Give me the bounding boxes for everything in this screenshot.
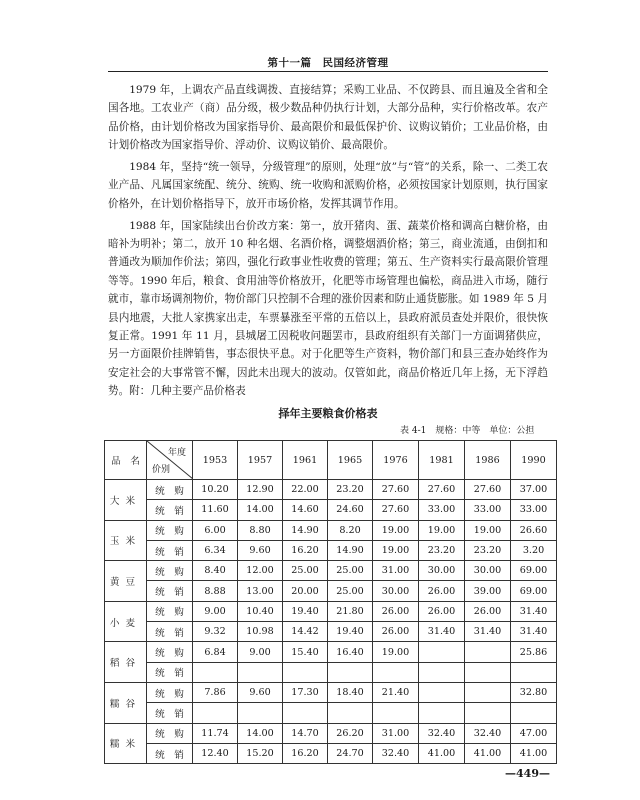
price-cell: 27.60 bbox=[419, 480, 465, 500]
price-cell: 25.86 bbox=[511, 642, 557, 662]
price-cell: 69.00 bbox=[511, 561, 557, 581]
price-cell bbox=[328, 662, 373, 682]
price-cell: 14.90 bbox=[328, 540, 373, 560]
product-name: 糯米 bbox=[105, 723, 147, 764]
price-cell: 8.80 bbox=[238, 520, 283, 540]
table-row bbox=[105, 581, 557, 601]
price-cell: 39.00 bbox=[465, 581, 511, 601]
table-row bbox=[105, 703, 557, 723]
price-type: 统 销 bbox=[147, 662, 193, 682]
price-cell: 31.00 bbox=[373, 723, 419, 743]
price-cell: 19.00 bbox=[419, 520, 465, 540]
price-cell: 14.90 bbox=[283, 520, 328, 540]
table-row bbox=[105, 662, 557, 682]
running-header: 第十一篇 民国经济管理 bbox=[267, 57, 389, 69]
price-cell: 21.80 bbox=[328, 601, 373, 621]
price-cell: 14.00 bbox=[238, 723, 283, 743]
price-cell: 31.40 bbox=[511, 601, 557, 621]
table-row bbox=[105, 500, 557, 520]
price-cell: 11.74 bbox=[193, 723, 238, 743]
price-cell: 9.00 bbox=[193, 601, 238, 621]
price-cell: 26.00 bbox=[465, 601, 511, 621]
price-cell: 27.60 bbox=[465, 480, 511, 500]
price-cell: 37.00 bbox=[511, 480, 557, 500]
price-cell bbox=[511, 703, 557, 723]
price-cell: 14.42 bbox=[283, 622, 328, 642]
page-number: —449— bbox=[505, 767, 550, 780]
price-cell: 26.00 bbox=[419, 581, 465, 601]
price-cell: 30.00 bbox=[373, 581, 419, 601]
price-type: 统 购 bbox=[147, 520, 193, 540]
paragraph-1984: 1984 年，坚持“统一领导，分级管理”的原则，处理“放”与“管”的关系，除一、二类工农业产品、凡属国家统配、统分、统购、统一收购和派购价格，必须按国家计划原则，执行国家价格外，在计划价格指导下，放开市场价格，发挥其调节作用。 bbox=[108, 161, 548, 210]
price-cell: 19.00 bbox=[373, 642, 419, 662]
price-cell: 32.40 bbox=[465, 723, 511, 743]
price-cell: 14.70 bbox=[283, 723, 328, 743]
price-cell bbox=[193, 703, 238, 723]
product-name: 小麦 bbox=[105, 601, 147, 642]
price-cell: 47.00 bbox=[511, 723, 557, 743]
price-cell: 19.00 bbox=[373, 540, 419, 560]
price-cell: 14.60 bbox=[283, 500, 328, 520]
price-cell: 30.00 bbox=[419, 561, 465, 581]
product-name: 大米 bbox=[105, 480, 147, 521]
price-cell: 31.40 bbox=[511, 622, 557, 642]
price-cell: 21.40 bbox=[373, 682, 419, 702]
price-cell: 17.30 bbox=[283, 682, 328, 702]
price-type: 统 销 bbox=[147, 540, 193, 560]
table-row bbox=[105, 520, 557, 540]
price-cell bbox=[465, 703, 511, 723]
price-cell bbox=[283, 662, 328, 682]
body-text bbox=[108, 81, 548, 404]
price-cell: 9.60 bbox=[238, 682, 283, 702]
table-row bbox=[105, 723, 557, 743]
table-row bbox=[105, 540, 557, 560]
price-type: 统 购 bbox=[147, 642, 193, 662]
price-cell bbox=[465, 642, 511, 662]
price-type: 统 购 bbox=[147, 601, 193, 621]
table-row bbox=[105, 682, 557, 702]
price-cell: 30.00 bbox=[465, 561, 511, 581]
price-cell: 20.00 bbox=[283, 581, 328, 601]
price-cell: 19.00 bbox=[373, 520, 419, 540]
price-cell bbox=[465, 682, 511, 702]
price-cell bbox=[373, 662, 419, 682]
header-rule bbox=[108, 71, 548, 72]
price-cell: 11.60 bbox=[193, 500, 238, 520]
price-cell: 6.84 bbox=[193, 642, 238, 662]
price-cell: 8.20 bbox=[328, 520, 373, 540]
price-cell: 8.40 bbox=[193, 561, 238, 581]
price-type: 统 购 bbox=[147, 480, 193, 500]
price-type: 统 销 bbox=[147, 581, 193, 601]
price-cell: 31.00 bbox=[373, 561, 419, 581]
price-cell: 10.98 bbox=[238, 622, 283, 642]
price-cell: 23.20 bbox=[328, 480, 373, 500]
price-cell: 8.88 bbox=[193, 581, 238, 601]
price-cell: 33.00 bbox=[511, 500, 557, 520]
year-header: 1990 bbox=[511, 441, 557, 480]
price-cell: 23.20 bbox=[419, 540, 465, 560]
price-cell: 12.40 bbox=[193, 743, 238, 763]
table-row bbox=[105, 561, 557, 581]
corner-year-label: 年度 bbox=[167, 448, 186, 458]
price-cell: 26.00 bbox=[419, 601, 465, 621]
year-header: 1965 bbox=[328, 441, 373, 480]
price-type: 统 销 bbox=[147, 622, 193, 642]
price-cell: 19.00 bbox=[465, 520, 511, 540]
price-cell: 16.20 bbox=[283, 540, 328, 560]
price-cell: 24.60 bbox=[328, 500, 373, 520]
price-cell: 33.00 bbox=[419, 500, 465, 520]
price-cell: 41.00 bbox=[465, 743, 511, 763]
price-cell bbox=[511, 662, 557, 682]
price-cell: 25.00 bbox=[283, 561, 328, 581]
year-header: 1976 bbox=[373, 441, 419, 480]
price-cell: 6.00 bbox=[193, 520, 238, 540]
price-cell: 18.40 bbox=[328, 682, 373, 702]
price-cell: 15.20 bbox=[238, 743, 283, 763]
paragraph-1988: 1988 年，国家陆续出台价改方案：第一，放开猪肉、蛋、蔬菜价格和调高白糖价格，由暗补为明补；第二，放开 10 种名烟、名酒价格，调整烟酒价格；第三，商业流通，由倒扣和普通改为顺加作价法；第四，强化行政事业性收费的管理；第五、生产资料实行最高限价管理等等。1990 年后，粮食、食用油等价格放开，化肥等市场管理也偏松，商品进入市场，随行就市，靠市场调剂物价，物价部门只控制不合理的涨价因素和防止通货膨胀。如 1989 年 5 月县内地震，大批人家携家出走，车票暴涨至平常的五倍以上，县政府派员查处并限价，很快恢复正常。1991 年 11 月，县城屠工因税收问题罢市，县政府组织有关部门一方面调猪供应，另一方面限价挂牌销售，事态很快平息。对于化肥等生产资料，物价部门和县三查办始终作为安定社会的大事常管不懈，因此未出现大的波动。仅管如此，商品价格近几年上扬，无下浮趋势。附：几种主要产品价格表 bbox=[108, 219, 548, 398]
price-cell: 41.00 bbox=[511, 743, 557, 763]
price-cell: 32.40 bbox=[419, 723, 465, 743]
price-cell bbox=[193, 662, 238, 682]
price-type: 统 购 bbox=[147, 723, 193, 743]
year-header: 1953 bbox=[193, 441, 238, 480]
price-type: 统 销 bbox=[147, 703, 193, 723]
price-cell: 26.00 bbox=[373, 601, 419, 621]
price-cell: 26.60 bbox=[511, 520, 557, 540]
grain-price-table bbox=[104, 440, 557, 764]
diagonal-header-cell bbox=[147, 441, 193, 480]
price-cell: 3.20 bbox=[511, 540, 557, 560]
price-cell bbox=[419, 682, 465, 702]
table-row bbox=[105, 622, 557, 642]
product-name: 玉米 bbox=[105, 520, 147, 561]
year-header: 1961 bbox=[283, 441, 328, 480]
table-row bbox=[105, 743, 557, 763]
year-header: 1981 bbox=[419, 441, 465, 480]
product-name: 黄豆 bbox=[105, 561, 147, 602]
price-cell: 9.60 bbox=[238, 540, 283, 560]
product-name: 稻谷 bbox=[105, 642, 147, 683]
product-name: 糯谷 bbox=[105, 682, 147, 723]
price-cell: 32.80 bbox=[511, 682, 557, 702]
price-cell: 10.40 bbox=[238, 601, 283, 621]
price-cell bbox=[238, 662, 283, 682]
price-cell: 32.40 bbox=[373, 743, 419, 763]
year-header: 1957 bbox=[238, 441, 283, 480]
price-cell: 33.00 bbox=[465, 500, 511, 520]
price-cell: 24.70 bbox=[328, 743, 373, 763]
price-type: 统 购 bbox=[147, 561, 193, 581]
table-row bbox=[105, 480, 557, 500]
year-header: 1986 bbox=[465, 441, 511, 480]
price-cell: 31.40 bbox=[419, 622, 465, 642]
price-cell: 19.40 bbox=[328, 622, 373, 642]
corner-price-label: 价别 bbox=[152, 465, 171, 475]
price-cell bbox=[373, 703, 419, 723]
price-cell: 23.20 bbox=[465, 540, 511, 560]
price-type: 统 购 bbox=[147, 682, 193, 702]
price-cell: 22.00 bbox=[283, 480, 328, 500]
price-cell bbox=[238, 703, 283, 723]
price-cell: 16.40 bbox=[328, 642, 373, 662]
price-cell: 27.60 bbox=[373, 500, 419, 520]
price-cell: 10.20 bbox=[193, 480, 238, 500]
price-cell: 9.32 bbox=[193, 622, 238, 642]
table-note: 表 4-1 规格：中等 单位：公担 bbox=[400, 426, 535, 436]
price-cell: 13.00 bbox=[238, 581, 283, 601]
price-cell bbox=[419, 703, 465, 723]
price-cell: 41.00 bbox=[419, 743, 465, 763]
price-cell: 31.40 bbox=[465, 622, 511, 642]
price-cell bbox=[283, 703, 328, 723]
price-type: 统 销 bbox=[147, 500, 193, 520]
price-cell: 25.00 bbox=[328, 561, 373, 581]
price-cell bbox=[465, 662, 511, 682]
paragraph-1979: 1979 年，上调农产品直线调拨、直接结算；采购工业品、不仅跨县、而且遍及全省和全国各地。工农业产（商）品分级，极少数品种仍执行计划，大部分品种，实行价格改革。农产品价格，由计划价格改为国家指导价、最高限价和最低保护价、议购议销价；工业品价格，由计划价格改为国家指导价、浮动价、议购议销价、最高限价。 bbox=[108, 84, 548, 152]
price-cell: 7.86 bbox=[193, 682, 238, 702]
price-cell: 14.00 bbox=[238, 500, 283, 520]
price-cell: 6.34 bbox=[193, 540, 238, 560]
table-title: 择年主要粮食价格表 bbox=[278, 407, 378, 420]
price-cell: 16.20 bbox=[283, 743, 328, 763]
price-cell: 12.90 bbox=[238, 480, 283, 500]
price-cell: 12.00 bbox=[238, 561, 283, 581]
table-header-row bbox=[105, 441, 557, 480]
price-cell bbox=[328, 703, 373, 723]
table-row bbox=[105, 642, 557, 662]
price-cell: 26.20 bbox=[328, 723, 373, 743]
price-cell bbox=[419, 662, 465, 682]
price-cell: 15.40 bbox=[283, 642, 328, 662]
price-cell: 19.40 bbox=[283, 601, 328, 621]
price-cell: 25.00 bbox=[328, 581, 373, 601]
price-type: 统 销 bbox=[147, 743, 193, 763]
price-cell: 9.00 bbox=[238, 642, 283, 662]
price-cell bbox=[419, 642, 465, 662]
table-body bbox=[105, 441, 557, 764]
table-row bbox=[105, 601, 557, 621]
price-cell: 69.00 bbox=[511, 581, 557, 601]
price-cell: 27.60 bbox=[373, 480, 419, 500]
product-header: 品 名 bbox=[105, 441, 147, 480]
price-cell: 26.00 bbox=[373, 622, 419, 642]
